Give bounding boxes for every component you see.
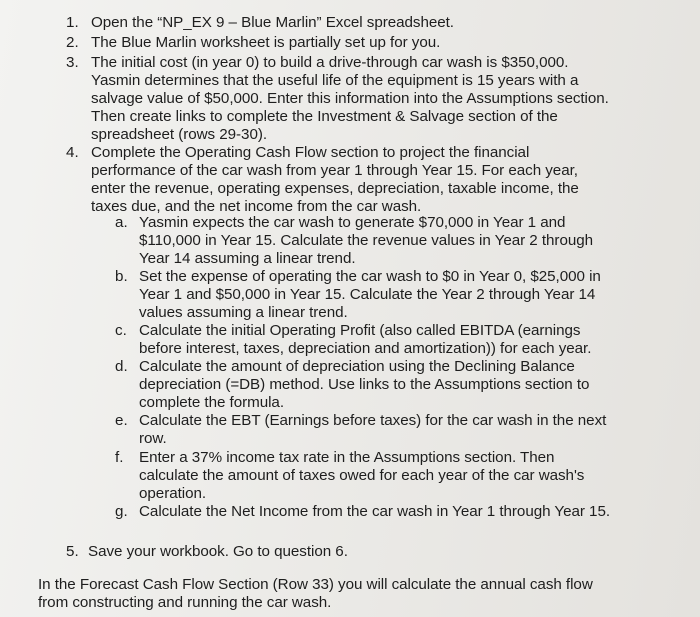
subitem-c-line-2: before interest, taxes, depreciation and amortization)) for each year. bbox=[139, 340, 592, 357]
item-3-line-3: salvage value of $50,000. Enter this information into the Assumptions section. bbox=[91, 90, 609, 107]
item-3-line-1: The initial cost (in year 0) to build a drive-through car wash is $350,000. bbox=[91, 54, 569, 71]
subitem-b-marker: b. bbox=[115, 268, 128, 285]
subitem-d-line-2: depreciation (=DB) method. Use links to the Assumptions section to bbox=[139, 376, 590, 393]
item-3-line-5: spreadsheet (rows 29-30). bbox=[91, 126, 268, 143]
subitem-a-marker: a. bbox=[115, 214, 128, 231]
subitem-b-line-1: Set the expense of operating the car wash to $0 in Year 0, $25,000 in bbox=[139, 268, 601, 285]
subitem-f-line-3: operation. bbox=[139, 485, 207, 502]
subitem-c-line-1: Calculate the initial Operating Profit (also called EBITDA (earnings bbox=[139, 322, 581, 339]
item-2-text: The Blue Marlin worksheet is partially set up for you. bbox=[91, 34, 441, 51]
subitem-b-line-2: Year 1 and $50,000 in Year 15. Calculate the Year 2 through Year 14 bbox=[139, 286, 596, 303]
subitem-c-marker: c. bbox=[115, 322, 127, 339]
item-1-text: Open the “NP_EX 9 – Blue Marlin” Excel spreadsheet. bbox=[91, 14, 454, 31]
footer-line-1: In the Forecast Cash Flow Section (Row 33) you will calculate the annual cash flow bbox=[38, 576, 593, 593]
subitem-g-line-1: Calculate the Net Income from the car wash in Year 1 through Year 15. bbox=[139, 503, 611, 520]
item-1-marker: 1. bbox=[66, 14, 79, 31]
item-4-line-1: Complete the Operating Cash Flow section to project the financial bbox=[91, 144, 530, 161]
footer-line-2: from constructing and running the car wash. bbox=[38, 594, 332, 611]
item-5-text: Save your workbook. Go to question 6. bbox=[88, 543, 348, 560]
item-3-line-4: Then create links to complete the Investment & Salvage section of the bbox=[91, 108, 558, 125]
item-4-line-2: performance of the car wash from year 1 through Year 15. For each year, bbox=[91, 162, 578, 179]
subitem-f-marker: f. bbox=[115, 449, 124, 466]
subitem-e-line-2: row. bbox=[139, 430, 167, 447]
item-2-marker: 2. bbox=[66, 34, 79, 51]
subitem-a-line-3: Year 14 assuming a linear trend. bbox=[139, 250, 356, 267]
subitem-d-marker: d. bbox=[115, 358, 128, 375]
subitem-g-marker: g. bbox=[115, 503, 128, 520]
subitem-a-line-1: Yasmin expects the car wash to generate $70,000 in Year 1 and bbox=[139, 214, 566, 231]
item-4-line-4: taxes due, and the net income from the car wash. bbox=[91, 198, 422, 215]
subitem-d-line-1: Calculate the amount of depreciation using the Declining Balance bbox=[139, 358, 575, 375]
subitem-f-line-2: calculate the amount of taxes owed for each year of the car wash's bbox=[139, 467, 585, 484]
subitem-e-marker: e. bbox=[115, 412, 128, 429]
item-3-marker: 3. bbox=[66, 54, 79, 71]
item-5-marker: 5. bbox=[66, 543, 79, 560]
subitem-e-line-1: Calculate the EBT (Earnings before taxes) for the car wash in the next bbox=[139, 412, 607, 429]
item-4-line-3: enter the revenue, operating expenses, depreciation, taxable income, the bbox=[91, 180, 579, 197]
subitem-d-line-3: complete the formula. bbox=[139, 394, 284, 411]
item-4-marker: 4. bbox=[66, 144, 79, 161]
subitem-a-line-2: $110,000 in Year 15. Calculate the revenue values in Year 2 through bbox=[139, 232, 594, 249]
subitem-b-line-3: values assuming a linear trend. bbox=[139, 304, 348, 321]
subitem-f-line-1: Enter a 37% income tax rate in the Assumptions section. Then bbox=[139, 449, 555, 466]
item-3-line-2: Yasmin determines that the useful life of the equipment is 15 years with a bbox=[91, 72, 579, 89]
